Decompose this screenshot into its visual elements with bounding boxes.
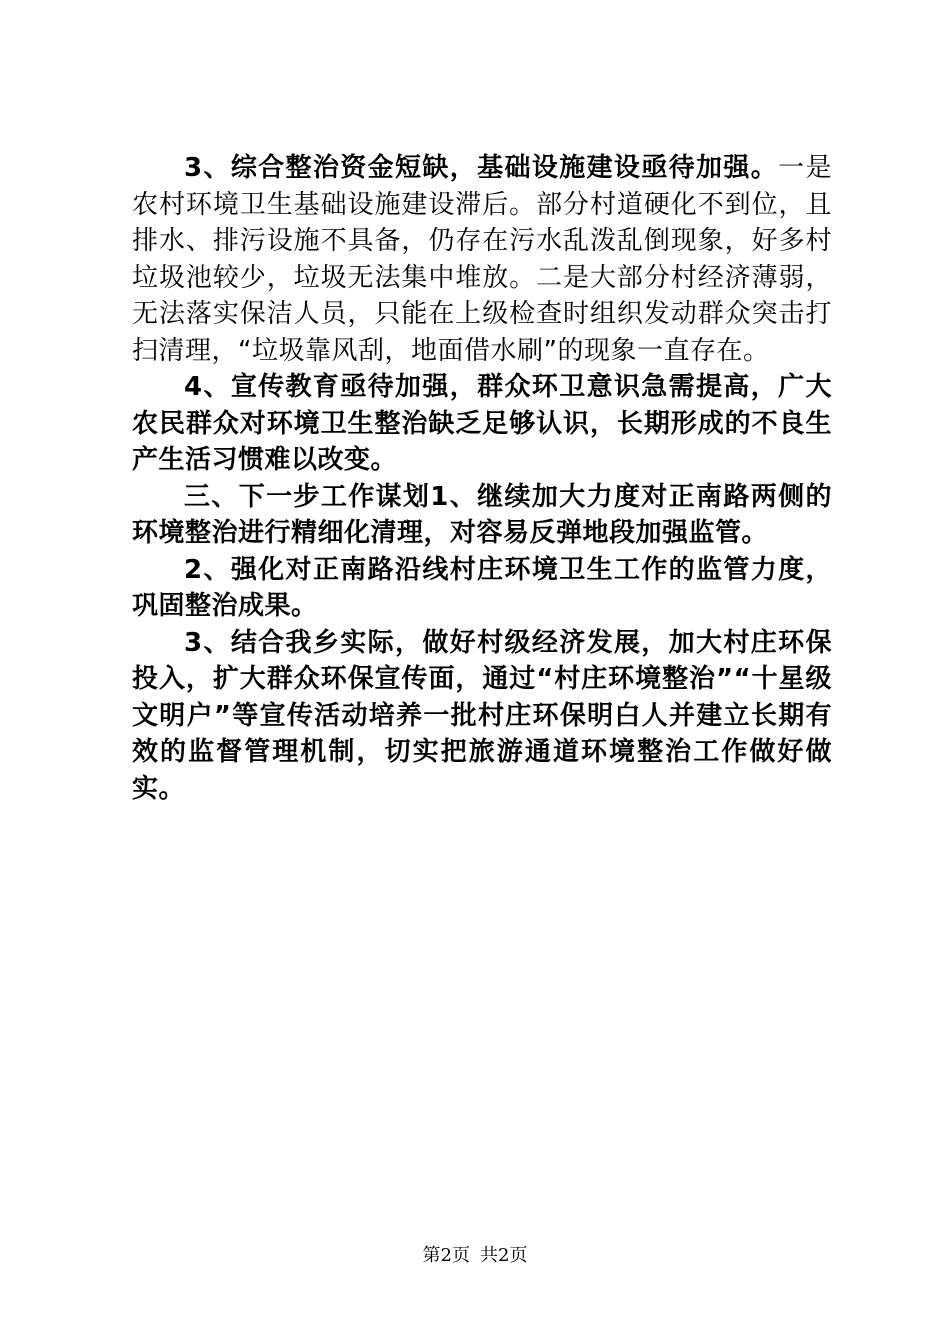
page-number-current: 第2页 <box>422 1245 470 1266</box>
page-number-total: 共2页 <box>480 1245 528 1266</box>
paragraph-1 <box>132 150 832 369</box>
paragraph-1-lead: 3、综合整治资金短缺，基础设施建设亟待加强。 <box>184 153 779 183</box>
page-footer <box>0 1241 950 1267</box>
paragraph-5: 3、结合我乡实际，做好村级经济发展，加大村庄环保投入，扩大群众环保宣传面，通过“村庄环境整治”“十星级文明户”等宣传活动培养一批村庄环保明白人并建立长期有效的监督管理机制，切实把旅游通道环境整治工作做好做实。 <box>132 627 832 804</box>
document-body <box>132 150 832 807</box>
paragraph-4: 2、强化对正南路沿线村庄环境卫生工作的监管力度，巩固整治成果。 <box>132 554 832 621</box>
paragraph-1-body: 一是农村环境卫生基础设施建设滞后。部分村道硬化不到位，且排水、排污设施不具备，仍存在污水乱泼乱倒现象，好多村垃圾池较少，垃圾无法集中堆放。二是大部分村经济薄弱，无法落实保洁人员，只能在上级检查时组织发动群众突击打扫清理，“垃圾靠风刮，地面借水刷”的现象一直存在。 <box>132 153 832 366</box>
paragraph-2: 4、宣传教育亟待加强，群众环卫意识急需提高，广大农民群众对环境卫生整治缺乏足够认识，长期形成的不良生产生活习惯难以改变。 <box>132 372 832 475</box>
paragraph-3: 三、下一步工作谋划1、继续加大力度对正南路两侧的环境整治进行精细化清理，对容易反弹地段加强监管。 <box>132 481 832 548</box>
